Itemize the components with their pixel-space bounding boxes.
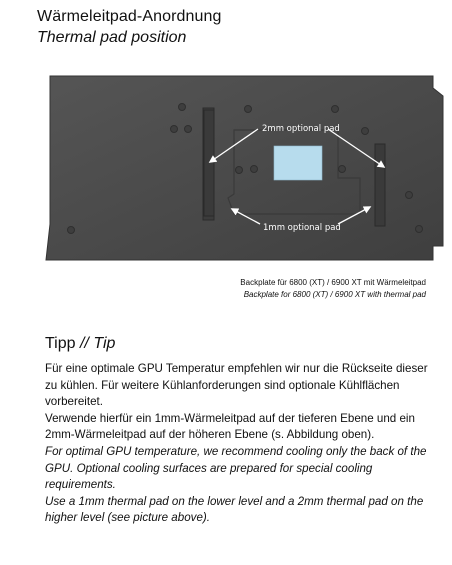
backplate-illustration xyxy=(38,74,448,269)
caption-german: Backplate für 6800 (XT) / 6900 XT mit Wärmeleitpad xyxy=(240,278,426,287)
tip-heading-en: Tip xyxy=(93,335,116,352)
figure-caption xyxy=(240,277,426,301)
tip-paragraph-en-1: For optimal GPU temperature, we recommend cooling only the back of the GPU. Optional cooling surfaces are prepared for special cooling requirements. xyxy=(45,444,427,492)
tip-heading xyxy=(45,335,115,353)
tip-paragraph-de-2: Verwende hierfür ein 1mm-Wärmeleitpad auf der tieferen Ebene und ein 2mm-Wärmeleitpad auf der höheren Ebene (s. Abbildung oben). xyxy=(45,411,415,442)
tip-heading-de: Tipp xyxy=(45,335,76,352)
slot-left xyxy=(204,110,214,216)
thermal-pad-2mm xyxy=(274,146,322,180)
tip-paragraph-en-2: Use a 1mm thermal pad on the lower level and a 2mm thermal pad on the higher level (see picture above). xyxy=(45,494,424,525)
label-2mm: 2mm optional pad xyxy=(262,124,340,134)
title-english: Thermal pad position xyxy=(37,29,187,46)
tip-heading-separator: // xyxy=(75,335,94,352)
slot-right xyxy=(375,144,385,226)
label-1mm: 1mm optional pad xyxy=(263,223,341,233)
caption-english: Backplate for 6800 (XT) / 6900 XT with thermal pad xyxy=(243,290,426,299)
tip-paragraph-de-1: Für eine optimale GPU Temperatur empfehlen wir nur die Rückseite dieser zu kühlen. Für weitere Kühlanforderungen sind optionale Kühlflächen vorbereitet. xyxy=(45,362,428,409)
title-german: Wärmeleitpad-Anordnung xyxy=(37,8,222,25)
tip-body xyxy=(45,361,430,527)
backplate-photo xyxy=(38,74,448,269)
